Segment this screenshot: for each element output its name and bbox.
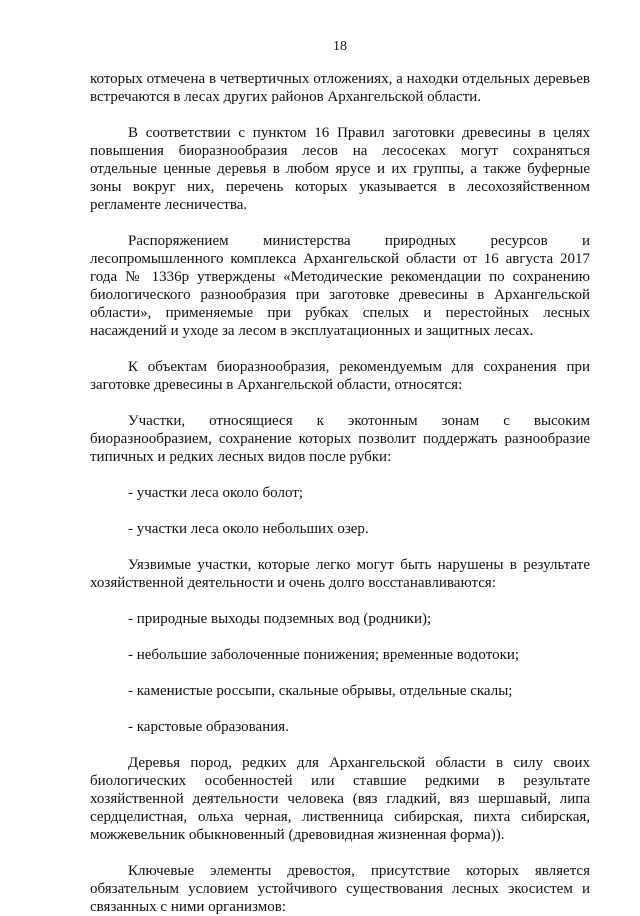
paragraph: Деревья пород, редких для Архангельской области в силу своих биологических особенностей или ставшие редкими в результате хозяйственной деятельности человека (вяз гладкий, вяз шершавый, липа сердцелистная, ольха черная, лиственница сибирская, пихта сибирская, можжевельник обыкновенный (древовидная жизненная форма)).	[90, 755, 590, 843]
paragraph: Участки, относящиеся к экотонным зонам с высоким биоразнообразием, сохранение которых позволит поддержать разнообразие типичных и редких лесных видов после рубки:	[90, 413, 590, 465]
list-item: - небольшие заболоченные понижения; временные водотоки;	[128, 647, 520, 663]
list-item: - природные выходы подземных вод (родники);	[128, 611, 432, 627]
document-body	[90, 70, 590, 916]
paragraph: Уязвимые участки, которые легко могут быть нарушены в результате хозяйственной деятельности и очень долго восстанавливаются:	[90, 557, 590, 591]
list-item: - каменистые россыпи, скальные обрывы, отдельные скалы;	[128, 683, 513, 699]
list-item: - карстовые образования.	[128, 719, 289, 735]
paragraph: К объектам биоразнообразия, рекомендуемым для сохранения при заготовке древесины в Архангельской области, относятся:	[90, 359, 590, 393]
paragraph: Распоряжением министерства природных ресурсов и лесопромышленного комплекса Архангельской области от 16 августа 2017 года № 1336р утверждены «Методические рекомендации по сохранению биологического разнообразия при заготовке древесины в Архангельской области», применяемые при рубках спелых и перестойных лесных насаждений и уходе за лесом в эксплуатационных и защитных лесах.	[90, 233, 590, 339]
paragraph: В соответствии с пунктом 16 Правил заготовки древесины в целях повышения биоразнообразия лесов на лесосеках могут сохраняться отдельные ценные деревья в любом ярусе и их группы, а также буферные зоны вокруг них, перечень которых указывается в лесохозяйственном регламенте лесничества.	[90, 125, 590, 213]
list-item: - участки леса около небольших озер.	[128, 521, 369, 537]
list-item: - участки леса около болот;	[128, 485, 303, 501]
page-number: 18	[333, 39, 347, 54]
paragraph: которых отмечена в четвертичных отложениях, а находки отдельных деревьев встречаются в лесах других районов Архангельской области.	[90, 71, 590, 105]
paragraph: Ключевые элементы древостоя, присутствие которых является обязательным условием устойчивого существования лесных экосистем и связанных с ними организмов:	[90, 863, 590, 915]
